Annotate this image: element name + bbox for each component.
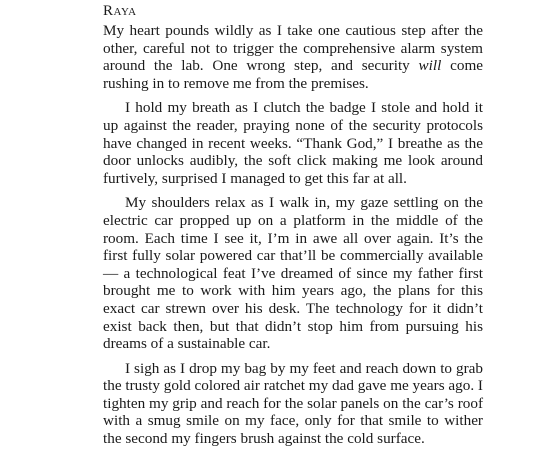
paragraph-1-emphasis: will [418,57,442,75]
paragraph-1-text-after: come rushing in to remove me from the premises. [103,57,483,92]
paragraph-4: I sigh as I drop my bag by my feet and reach down to grab the trusty gold colored air ratchet my dad gave me years ago. I tighten my grip and reach for the solar panels on the car’s roof with a smug smile on my face, only for that smile to wither the second my fingers brush against the cold surface. [103,359,483,448]
paragraph-3: My shoulders relax as I walk in, my gaze settling on the electric car propped up on a platform in the middle of the room. Each time I see it, I’m in awe all over again. It’s the first fully solar powered car that’ll be commercially available — a technological feat I’ve dreamed of since my father first brought me to work with him years ago, the plans for this exact car strewn over his desk. The technology for it didn’t exist back then, but that didn’t stop him from pursuing his dreams of a sustainable car. [103,194,483,353]
paragraph-2: I hold my breath as I clutch the badge I stole and hold it up against the reader, praying none of the security protocols have changed in recent weeks. “Thank God,” I breathe as the door unlocks audibly, the soft click making me look around furtively, surprised I managed to get this far at all. [103,99,483,187]
book-page [103,0,483,455]
paragraph-1-text-before: My heart pounds wildly as I take one cautious step after the other, careful not to trigger the comprehensive alarm system around the lab. One wrong step, and security [103,22,483,75]
paragraph-1 [103,22,483,92]
running-head: Raya [103,3,137,19]
